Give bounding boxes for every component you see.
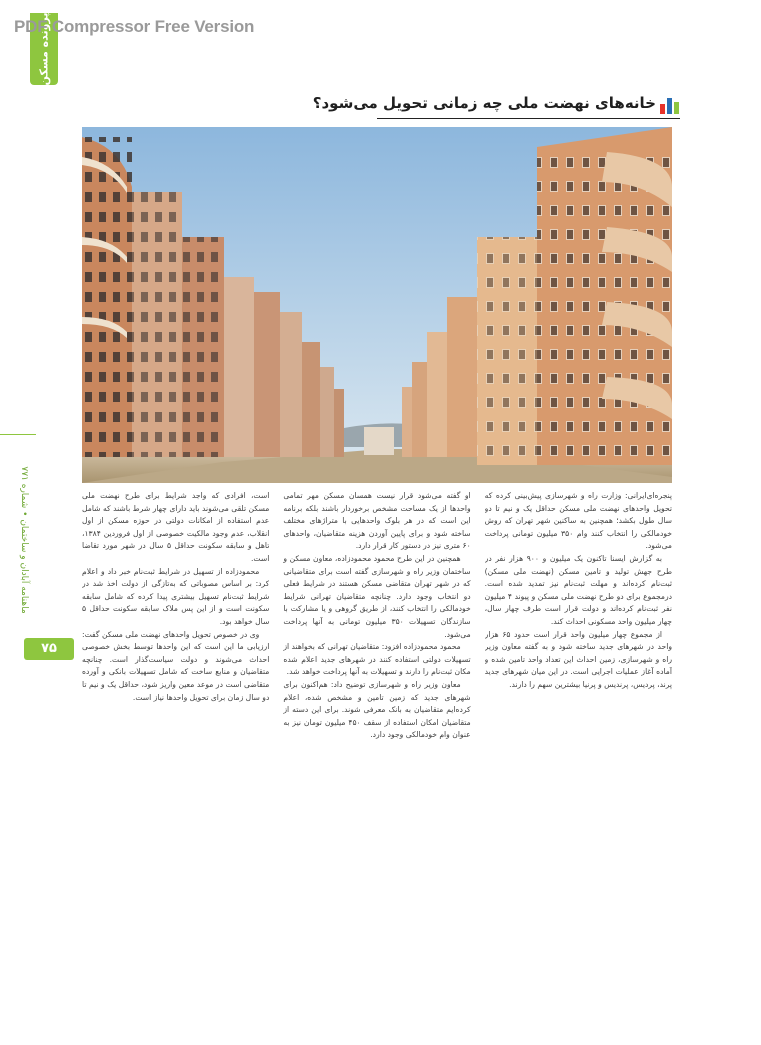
title-underline — [377, 118, 680, 119]
paragraph: پنجره‌ای‌ایرانی: وزارت راه و شهرسازی پیش‌بینی کرده که تحویل واحدهای نهضت ملی مسکن حداقل یک و نیم تا دو سال طول بکشد؛ همچنین به ساکنین شهر تهران که روش خودمالکی را انتخاب کنند وام ۳۵۰ میلیون تومانی پرداخت می‌شود. — [484, 491, 672, 551]
section-tab-label: پرونده مسکن — [37, 12, 51, 86]
article-header — [312, 93, 680, 119]
side-caption-text: ماهنامه آبادان و ساختمان • شماره ۷۷۱ — [19, 466, 29, 614]
side-caption — [0, 434, 48, 646]
paragraph: از مجموع چهار میلیون واحد قرار است حدود ۶۵ هزار واحد در شهرهای جدید ساخته شود و به گفته معاون وزیر راه و شهرسازی، زمین احداث این تعداد واحد تامین شده و آماده آغاز عملیات اجرایی است. در این میان شهرهای جدید پرند، پردیس، پرندیس و پرنیا بیشترین سهم را دارند. — [484, 629, 672, 689]
paragraph: معاون وزیر راه و شهرسازی توضیح داد: هم‌اکنون برای شهرهای جدید که زمین تامین و مشخص شده، اعلام کرده‌ایم متقاضیان به بانک معرفی شوند. برای این دسته از متقاضیان امکان استفاده از سقف ۴۵۰ میلیون تومان نیز به عنوان وام خودمالکی وجود دارد. — [283, 679, 471, 740]
article-title: خانه‌های نهضت ملی چه زمانی تحویل می‌شود؟ — [312, 94, 656, 112]
text-column-2 — [283, 490, 470, 1005]
paragraph: وی در خصوص تحویل واحدهای نهضت ملی مسکن گفت: ارزیابی ما این است که این واحدها توسط بخش خصوصی احداث می‌شوند و دولت سیاست‌گذار است. چنانچه متقاضیان و منابع ساخت که شامل تسهیلات بانکی و آورده متقاضی است در موعد معین واریز شود، حداقل یک و نیم تا دو سال زمان برای تحویل واحدها نیاز است. — [82, 629, 270, 702]
text-column-3 — [82, 490, 269, 1005]
paragraph: او گفته می‌شود قرار نیست همسان مسکن مهر تمامی واحدها از یک مساحت مشخص برخوردار باشند بلکه برنامه این است که در هر بلوک واحدهایی با متراژهای مختلف ساخته شود و برای پایین آوردن هزینه متقاضیان، واحدهای ۶۰ متری نیز در دستور کار قرار دارد. — [283, 491, 471, 551]
article-photo — [82, 127, 672, 483]
bar-chart-icon — [660, 96, 680, 114]
page-number: ۷۵ — [24, 638, 74, 660]
paragraph: به گزارش ایسنا تاکنون یک میلیون و ۹۰۰ هزار نفر در طرح جهش تولید و تامین مسکن (نهضت ملی مسکن) ثبت‌نام کرده‌اند و مهلت ثبت‌نام نیز تمدید شده است. درمجموع برای دو طرح نهضت ملی مسکن و پیوند ۴ میلیون نفر ثبت‌نام کرده‌اند و دولت قرار است طرف چهار سال، چهار میلیون واحد مسکونی احداث کند. — [484, 553, 672, 626]
paragraph: محمودزاده از تسهیل در شرایط ثبت‌نام خبر داد و اعلام کرد: بر اساس مصوباتی که به‌تازگی از دولت اخذ شد در شرایط ثبت‌نام تسهیل بیشتری پیدا کرده که شامل سابقه سکونت است و از این پس ملاک سابقه سکونت حداقل ۵ سال خواهد بود. — [82, 566, 270, 626]
paragraph: محمود محمودزاده افزود: متقاضیان تهرانی که بخواهند از تسهیلات دولتی استفاده کنند در شهرهای جدید اعلام شده مکان ثبت‌نام را دارند و تسهیلات به آنها پرداخت خواهد شد. — [283, 642, 471, 677]
watermark-label: PDF Compressor Free Version — [14, 17, 255, 36]
text-column-1 — [485, 490, 672, 1005]
paragraph: است، افرادی که واجد شرایط برای طرح نهضت ملی مسکن تلقی می‌شوند باید دارای چهار شرط باشند که شامل عدم استفاده از امکانات دولتی در حوزه مسکن از اول انقلاب، عدم وجود مالکیت خصوصی از اول فروردین ۱۳۸۴، تاهل و سابقه سکونت حداقل ۵ سال در شهر مورد تقاضا است. — [82, 491, 270, 563]
paragraph: همچنین در این طرح محمود محمودزاده، معاون مسکن و ساختمان وزیر راه و شهرسازی گفته است برای متقاضیانی که در شهر تهران متقاضی مسکن هستند در شرایط فعلی دو انتخاب وجود دارد. چنانچه متقاضیان تهرانی شرایط خودمالکی را انتخاب کنند، از طریق گروهی و یا مشارکت با سازندگان تسهیلات ۳۵۰ میلیون تومانی به آنها پرداخت می‌شود. — [283, 553, 471, 639]
article-body — [82, 490, 672, 1005]
